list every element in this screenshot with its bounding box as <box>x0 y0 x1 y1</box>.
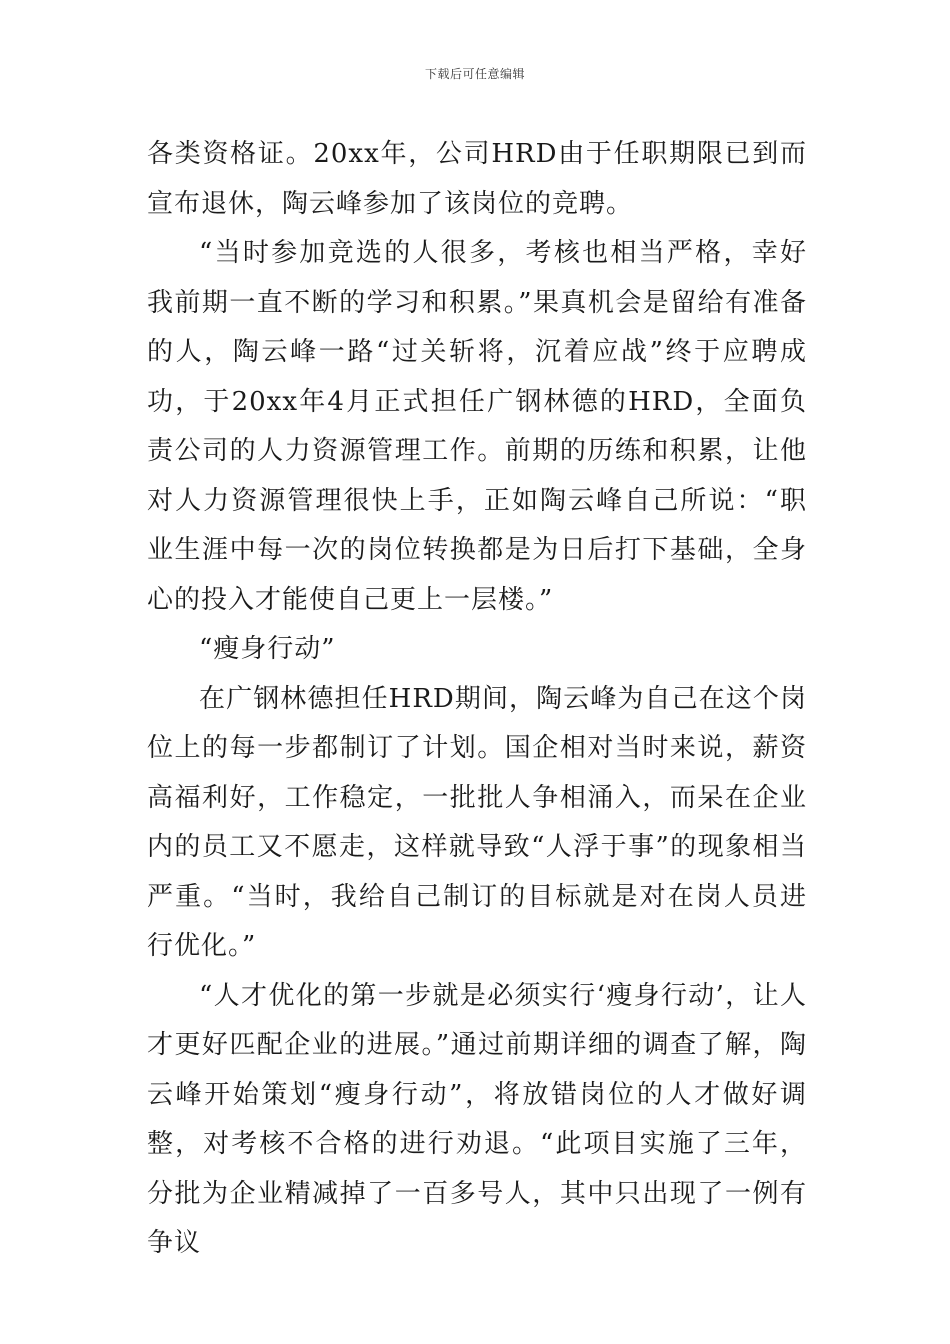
paragraph-2: “当时参加竞选的人很多，考核也相当严格，幸好我前期一直不断的学习和积累。”果真机会是留给有准备的人，陶云峰一路“过关斩将，沉着应战”终于应聘成功，于20xx年4月正式担任广钢林德的HRD，全面负责公司的人力资源管理工作。前期的历练和积累，让他对人力资源管理很快上手，正如陶云峰自己所说：“职业生涯中每一次的岗位转换都是为日后打下基础，全身心的投入才能使自己更上一层楼。” <box>147 238 807 615</box>
page-header: 下载后可任意编辑 <box>424 67 525 81</box>
paragraph-3: 在广钢林德担任HRD期间，陶云峰为自己在这个岗位上的每一步都制订了计划。国企相对当时来说，薪资高福利好，工作稳定，一批批人争相涌入，而呆在企业内的员工又不愿走，这样就导致“人浮于事”的现象相当严重。“当时，我给自己制订的目标就是对在岗人员进行优化。” <box>147 683 807 961</box>
paragraph-1: 各类资格证。20xx年，公司HRD由于任职期限已到而宣布退休，陶云峰参加了该岗位的竞聘。 <box>147 139 807 219</box>
paragraph-4: “人才优化的第一步就是必须实行‘瘦身行动’，让人才更好匹配企业的进展。”通过前期详细的调查了解，陶云峰开始策划“瘦身行动”，将放错岗位的人才做好调整，对考核不合格的进行劝退。“此项目实施了三年，分批为企业精减掉了一百多号人，其中只出现了一例有争议 <box>147 980 807 1258</box>
document-body <box>147 130 807 1269</box>
section-heading: “瘦身行动” <box>199 634 336 664</box>
